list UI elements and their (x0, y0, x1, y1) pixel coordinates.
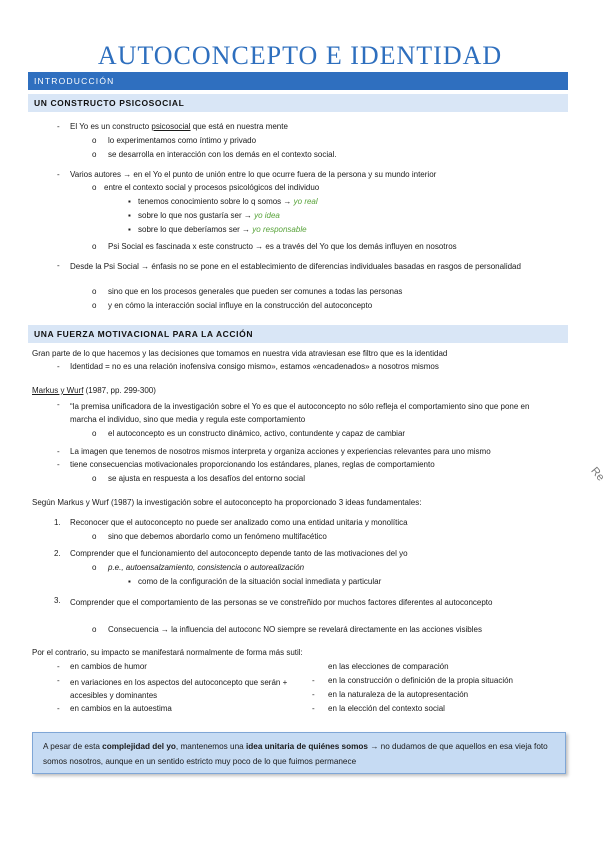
bullet-dash: - (57, 460, 60, 469)
bullet-circle: o (92, 287, 97, 296)
text-line: sobre lo que nos gustaría ser → yo idea (138, 211, 280, 220)
bullet-dash: - (312, 690, 315, 699)
text-line: sino que en los procesos generales que pueden ser comunes a todas las personas (108, 287, 403, 296)
text-line: entre el contexto social y procesos psicológicos del individuo (104, 183, 320, 192)
bullet-dash: - (57, 704, 60, 713)
bullet-circle: o (92, 242, 97, 251)
bullet-dash: - (312, 704, 315, 713)
text-line: Comprender que el comportamiento de las personas se ve constreñido por muchos factores diferentes al autoconcepto (70, 598, 493, 607)
quote-text: “la premisa unificadora de la investigación sobre el Yo es que el autoconcepto no sólo refleja el comportamiento sino que pone en marcha el individuo, sino que media y regula este comportamiento (70, 402, 530, 424)
bullet-circle: o (92, 429, 97, 438)
text-line: como de la configuración de la situación social inmediata y particular (138, 577, 382, 586)
bullet-dash: - (57, 362, 60, 371)
list-item: en cambios de humor (70, 662, 147, 671)
subsection-header-constructo: UN CONSTRUCTO PSICOSOCIAL (28, 94, 568, 112)
list-item: en cambios en la autoestima (70, 704, 172, 713)
bullet-dash: - (57, 447, 60, 456)
text-line: Por el contrario, su impacto se manifestará normalmente de forma más sutil: (32, 648, 303, 657)
bullet-square: ▪ (128, 197, 131, 206)
bullet-circle: o (92, 183, 97, 192)
list-item: en variaciones en los aspectos del autoconcepto que serán + accesibles y dominantes (70, 678, 288, 700)
text-line: tenemos conocimiento sobre lo q somos → yo real (138, 197, 318, 206)
text-line: tiene consecuencias motivacionales proporcionando los estándares, planes, reglas de comportamiento (70, 460, 435, 469)
summary-callout: A pesar de esta complejidad del yo, mantenemos una idea unitaria de quiénes somos → no dudamos de que aquellos en esa vieja foto somos nosotros, aunque en un sentido estricto muy poco de lo que fuimos permanece (32, 732, 566, 774)
subsection-header-fuerza: UNA FUERZA MOTIVACIONAL PARA LA ACCIÓN (28, 325, 568, 343)
text-line: Reconocer que el autoconcepto no puede ser analizado como una entidad unitaria y monolítica (70, 518, 408, 527)
page-title: AUTOCONCEPTO E IDENTIDAD (97, 41, 503, 70)
text-line: Gran parte de lo que hacemos y las decisiones que tomamos en nuestra vida atraviesan ese filtro que es la identidad (32, 349, 448, 358)
text-line: y en cómo la interacción social influye en la construcción del autoconcepto (108, 301, 373, 310)
list-item: en las elecciones de comparación (328, 662, 449, 671)
bullet-square: ▪ (128, 577, 131, 586)
text-line: p.e., autoensalzamiento, consistencia o autorealización (108, 563, 305, 572)
list-number: 2. (54, 549, 61, 558)
bullet-circle: o (92, 532, 97, 541)
text-line: se ajusta en respuesta a los desafíos del entorno social (108, 474, 306, 483)
list-item: en la construcción o definición de la propia situación (328, 676, 514, 685)
section-header-introduccion: INTRODUCCIÓN (28, 72, 568, 90)
bullet-circle: o (92, 474, 97, 483)
bullet-dash: - (57, 676, 60, 685)
text-line: Psi Social es fascinada x este constructo → es a través del Yo que los demás influyen en nosotros (108, 242, 457, 251)
bullet-circle: o (92, 563, 97, 572)
text-line: sobre lo que deberíamos ser → yo responsable (138, 225, 307, 234)
bullet-dash: - (312, 676, 315, 685)
text-line: El Yo es un constructo psicosocial que está en nuestra mente (70, 122, 288, 131)
bullet-square: ▪ (128, 225, 131, 234)
list-number: 3. (54, 596, 61, 605)
bullet-dash: - (57, 662, 60, 671)
text-line: se desarrolla en interacción con los demás en el contexto social. (108, 150, 337, 159)
text-line: Identidad = no es una relación inofensiva consigo mismo», estamos «encadenados» a nosotros mismos (70, 362, 439, 371)
bullet-circle: o (92, 150, 97, 159)
bullet-dash: - (57, 170, 60, 179)
bullet-square: ▪ (128, 211, 131, 220)
text-line: Según Markus y Wurf (1987) la investigación sobre el autoconcepto ha proporcionado 3 ideas fundamentales: (32, 498, 422, 507)
text-line: La imagen que tenemos de nosotros mismos interpreta y organiza acciones y experiencias relevantes para uno mismo (70, 447, 491, 456)
text-line: Comprender que el funcionamiento del autoconcepto depende tanto de las motivaciones del yo (70, 549, 408, 558)
list-number: 1. (54, 518, 61, 527)
bullet-circle: o (92, 625, 97, 634)
text-line: Consecuencia → la influencia del autoconc NO siempre se revelará directamente en las acciones visibles (108, 625, 482, 634)
margin-text: Re (588, 464, 607, 484)
text-line: el autoconcepto es un constructo dinámico, activo, contundente y capaz de cambiar (108, 429, 406, 438)
bullet-dash: - (57, 122, 60, 131)
bullet-circle: o (92, 301, 97, 310)
list-item: en la elección del contexto social (328, 704, 445, 713)
text-line: lo experimentamos como íntimo y privado (108, 136, 257, 145)
bullet-dash: - (57, 400, 60, 409)
bullet-circle: o (92, 136, 97, 145)
bullet-dash: - (57, 261, 60, 270)
citation: Markus y Wurf (1987, pp. 299-300) (32, 386, 156, 395)
text-line: Desde la Psi Social → énfasis no se pone en el establecimiento de diferencias individuales basadas en rasgos de personalidad (70, 262, 521, 271)
list-item: en la naturaleza de la autopresentación (328, 690, 469, 699)
text-line: Varios autores → en el Yo el punto de unión entre lo que ocurre fuera de la persona y su mundo interior (70, 170, 437, 179)
text-line: sino que debemos abordarlo como un fenómeno multifacético (108, 532, 327, 541)
